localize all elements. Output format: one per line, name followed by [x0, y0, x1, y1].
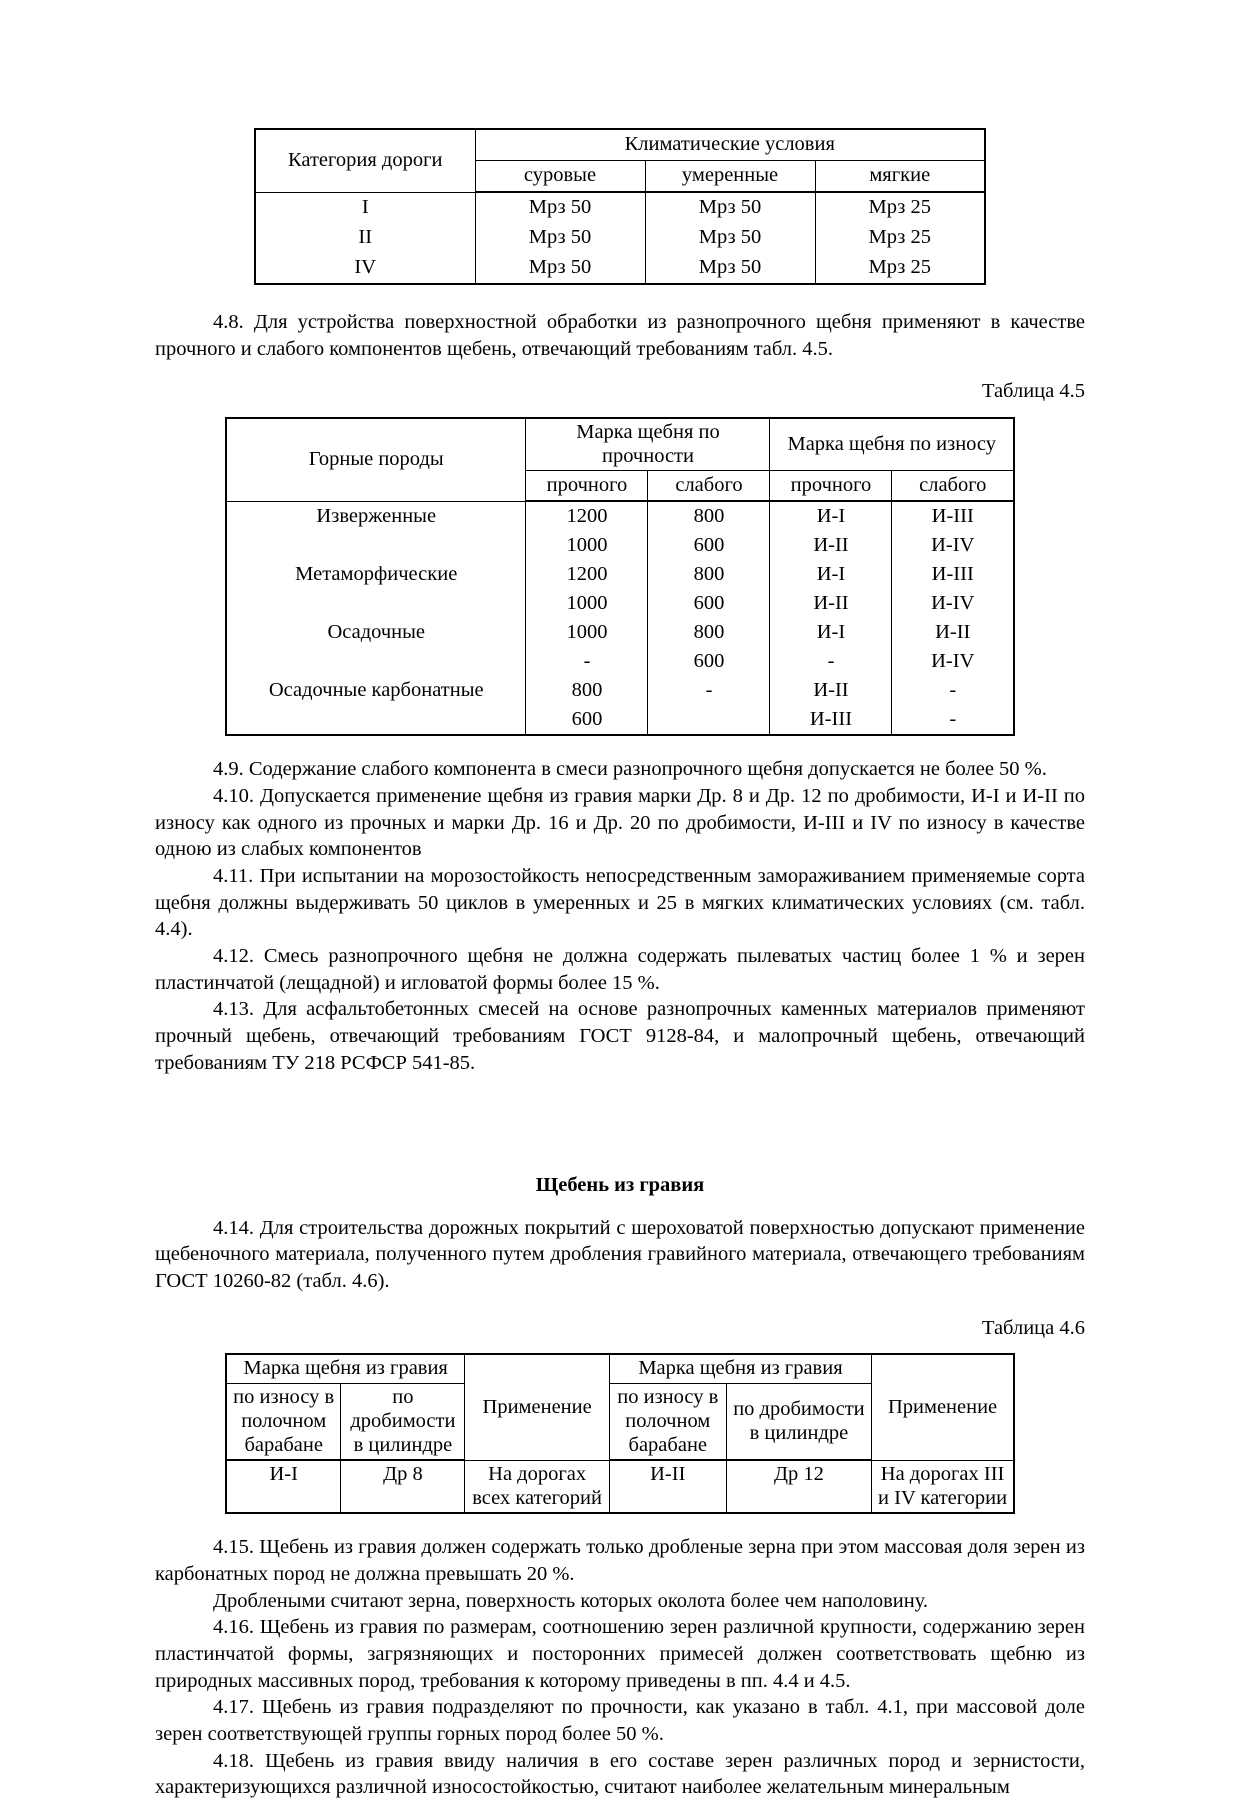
- paragraph-4-13: 4.13. Для асфальтобетонных смесей на основе разнопрочных каменных материалов применяют прочный щебень, отвечающий требованиям ГОСТ 9128-84, и малопрочный щебень, отвечающий требованиям ТУ 218 РСФСР 541-85.: [155, 998, 1085, 1074]
- table-row: [226, 1460, 1014, 1513]
- cell-wear-weak: И-IV: [892, 589, 1014, 618]
- caption-table-4-5: Таблица 4.5: [981, 380, 1085, 403]
- paragraph-4-15b: Дроблеными считают зерна, поверхность которых околота более чем наполовину.: [213, 1589, 929, 1612]
- page-content: [155, 128, 1085, 1801]
- cell-mild: Мрз 25: [815, 192, 985, 223]
- cell-severe: Мрз 50: [475, 192, 645, 223]
- cell-severe: Мрз 50: [475, 253, 645, 284]
- cell-wear-strong: И-II: [770, 531, 892, 560]
- cell-moderate: Мрз 50: [645, 192, 815, 223]
- cell-strength-weak: -: [648, 676, 770, 705]
- cell-wear-weak: И-III: [892, 501, 1014, 531]
- cell-wear-weak: И-II: [892, 618, 1014, 647]
- cell-category: I: [255, 192, 475, 223]
- cell-category: II: [255, 223, 475, 253]
- cell-strength-weak: [648, 705, 770, 735]
- header-cell-strength-strong: прочного: [526, 471, 648, 502]
- header-cell-category: Категория дороги: [255, 129, 475, 192]
- table-row: [255, 223, 985, 253]
- section-heading-gravel-crushed-stone: Щебень из гравия: [535, 1174, 705, 1197]
- cell-strength-weak: 800: [648, 501, 770, 531]
- cell-crush-right: Др 12: [726, 1460, 871, 1513]
- header-cell-wear-weak: слабого: [892, 471, 1014, 502]
- table-row: [226, 589, 1014, 618]
- paragraph-4-11: 4.11. При испытании на морозостойкость непосредственным замораживанием применяемые сорта щебня должны выдерживать 50 циклов в умеренных и 25 в мягких климатических условиях (см. табл. 4.4).: [155, 865, 1085, 941]
- header-cell-severe: суровые: [475, 161, 645, 193]
- table-rock-grades: [225, 417, 1015, 737]
- table-row: [226, 647, 1014, 676]
- cell-mild: Мрз 25: [815, 223, 985, 253]
- cell-strength-weak: 800: [648, 560, 770, 589]
- cell-use-right: На дорогах III и IV категории: [872, 1460, 1014, 1513]
- cell-strength-strong: 600: [526, 705, 648, 735]
- cell-use-left: На дорогах всех категорий: [465, 1460, 609, 1513]
- cell-rock: Метаморфические: [226, 560, 526, 589]
- header-cell-wear-strong: прочного: [770, 471, 892, 502]
- cell-wear-strong: И-III: [770, 705, 892, 735]
- cell-moderate: Мрз 50: [645, 223, 815, 253]
- header-cell-group-right: Марка щебня из гравия: [609, 1354, 871, 1383]
- header-cell-moderate: умеренные: [645, 161, 815, 193]
- cell-strength-weak: 600: [648, 589, 770, 618]
- cell-strength-strong: 800: [526, 676, 648, 705]
- table-header-row: [255, 129, 985, 161]
- header-cell-use-left: Применение: [465, 1354, 609, 1460]
- cell-strength-strong: 1000: [526, 618, 648, 647]
- cell-wear-strong: -: [770, 647, 892, 676]
- table-header-group-row: [226, 1354, 1014, 1383]
- cell-moderate: Мрз 50: [645, 253, 815, 284]
- cell-strength-strong: 1200: [526, 560, 648, 589]
- header-cell-mild: мягкие: [815, 161, 985, 193]
- table-row: [226, 560, 1014, 589]
- cell-rock: [226, 589, 526, 618]
- table-header-row: [226, 418, 1014, 471]
- cell-wear-weak: И-IV: [892, 647, 1014, 676]
- header-cell-wear: Марка щебня по износу: [770, 418, 1014, 471]
- table-row: [226, 618, 1014, 647]
- cell-rock: [226, 531, 526, 560]
- header-cell-strength: Марка щебня по прочности: [526, 418, 770, 471]
- cell-strength-weak: 600: [648, 647, 770, 676]
- table-gravel-crushed-stone-grades: [225, 1353, 1015, 1514]
- cell-wear-strong: И-II: [770, 676, 892, 705]
- cell-wear-strong: И-I: [770, 501, 892, 531]
- paragraph-4-15: 4.15. Щебень из гравия должен содержать только дробленые зерна при этом массовая доля зерен из карбонатных пород не должна превышать 20 %.: [155, 1536, 1085, 1586]
- cell-rock: Осадочные карбонатные: [226, 676, 526, 705]
- cell-wear-weak: -: [892, 705, 1014, 735]
- cell-mild: Мрз 25: [815, 253, 985, 284]
- paragraph-4-12: 4.12. Смесь разнопрочного щебня не должна содержать пылеватых частиц более 1 % и зерен пластинчатой (лещадной) и игловатой формы более 15 %.: [155, 944, 1085, 994]
- cell-rock: [226, 647, 526, 676]
- table-row: [226, 676, 1014, 705]
- header-cell-wear-left: по износу в полочном барабане: [226, 1384, 341, 1461]
- cell-wear-strong: И-I: [770, 618, 892, 647]
- cell-strength-strong: 1000: [526, 531, 648, 560]
- header-cell-wear-right: по износу в полочном барабане: [609, 1384, 726, 1461]
- cell-severe: Мрз 50: [475, 223, 645, 253]
- cell-wear-left: И-I: [226, 1460, 341, 1513]
- header-cell-strength-weak: слабого: [648, 471, 770, 502]
- cell-strength-strong: 1000: [526, 589, 648, 618]
- cell-wear-weak: -: [892, 676, 1014, 705]
- caption-table-4-6: Таблица 4.6: [981, 1316, 1085, 1339]
- cell-wear-weak: И-IV: [892, 531, 1014, 560]
- paragraph-4-8: 4.8. Для устройства поверхностной обработки из разнопрочного щебня применяют в качестве прочного и слабого компонентов щебень, отвечающий требованиям табл. 4.5.: [155, 311, 1085, 360]
- cell-strength-strong: 1200: [526, 501, 648, 531]
- table-row: [226, 531, 1014, 560]
- header-cell-use-right: Применение: [872, 1354, 1014, 1460]
- cell-wear-weak: И-III: [892, 560, 1014, 589]
- table-row: [226, 501, 1014, 531]
- header-cell-climate: Климатические условия: [475, 129, 985, 161]
- cell-strength-weak: 600: [648, 531, 770, 560]
- paragraph-4-10: 4.10. Допускается применение щебня из гравия марки Др. 8 и Др. 12 по дробимости, И-I и И-II по износу как одного из прочных и марки Др. 16 и Др. 20 по дробимости, И-III и IV по износу в качестве одною из слабых компонентов: [155, 785, 1085, 861]
- header-cell-group-left: Марка щебня из гравия: [226, 1354, 465, 1383]
- paragraph-4-9: 4.9. Содержание слабого компонента в смеси разнопрочного щебня допускается не более 50 %.: [213, 758, 1047, 781]
- cell-wear-strong: И-I: [770, 560, 892, 589]
- table-road-category-climate: [254, 128, 986, 285]
- header-cell-rock: Горные породы: [226, 418, 526, 502]
- cell-strength-weak: 800: [648, 618, 770, 647]
- paragraph-4-16: 4.16. Щебень из гравия по размерам, соотношению зерен различной крупности, содержанию зерен пластинчатой формы, загрязняющих и посторонних примесей должен соответствовать щебню из природных массивных пород, требования к которому приведены в пп. 4.4 и 4.5.: [155, 1616, 1085, 1692]
- cell-rock: Осадочные: [226, 618, 526, 647]
- table-row: [255, 253, 985, 284]
- cell-wear-right: И-II: [609, 1460, 726, 1513]
- cell-rock: Изверженные: [226, 501, 526, 531]
- table-row: [255, 192, 985, 223]
- table-row: [226, 705, 1014, 735]
- header-cell-crush-left: по дробимости в цилиндре: [341, 1384, 465, 1461]
- cell-category: IV: [255, 253, 475, 284]
- header-cell-crush-right: по дробимости в цилиндре: [726, 1384, 871, 1461]
- paragraph-4-14: 4.14. Для строительства дорожных покрытий с шероховатой поверхностью допускают применение щебеночного материала, полученного путем дробления гравийного материала, отвечающего требованиям ГОСТ 10260-82 (табл. 4.6).: [155, 1216, 1085, 1293]
- paragraph-4-17: 4.17. Щебень из гравия подразделяют по прочности, как указано в табл. 4.1, при массовой доле зерен соответствующей группы горных пород более 50 %.: [155, 1696, 1085, 1745]
- cell-rock: [226, 705, 526, 735]
- cell-wear-strong: И-II: [770, 589, 892, 618]
- cell-strength-strong: -: [526, 647, 648, 676]
- paragraph-4-18: 4.18. Щебень из гравия ввиду наличия в его составе зерен различных пород и зернистости, характеризующихся различной износостойкостью, считают наиболее желательным минеральным: [155, 1749, 1085, 1799]
- cell-crush-left: Др 8: [341, 1460, 465, 1513]
